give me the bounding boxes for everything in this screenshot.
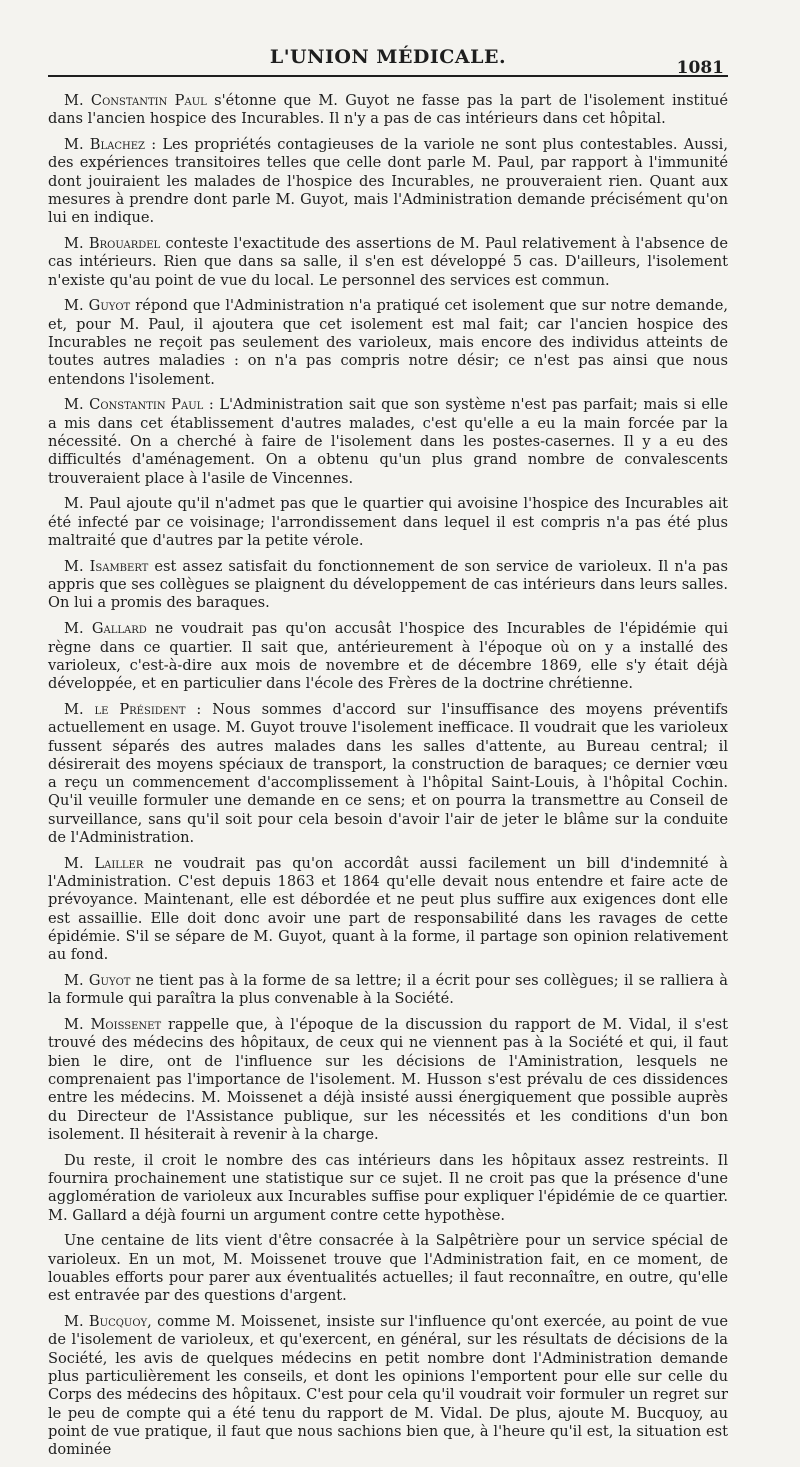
speaker-name: M. Constantin Paul: [64, 92, 207, 109]
paragraph-text: répond que l'Administration n'a pratiqué cet isolement que sur notre demande, et, pour M. Paul, il ajoutera que cet isolement est mal fait; car l'ancien hospice des Incurables ne reçoit pas seulement des varioleux, mais encore des individus atteints de toutes autres maladies : on n'a pas compris notre désir; ce n'est pas ainsi que nous entendons l'isolement.: [48, 297, 728, 388]
paragraph: [48, 1152, 728, 1225]
paragraph: [48, 1016, 728, 1144]
speaker-name: M. Gallard: [64, 620, 147, 638]
paragraph: [48, 701, 728, 847]
paragraph: [48, 396, 728, 487]
paragraph-text: : Les propriétés contagieuses de la variole ne sont plus contestables. Aussi, des expériences transitoires telles que celle dont parle M. Paul, par rapport à l'immunité dont jouiraient les malades de l'hospice des Incurables, ne prouveraient rien. Quant aux mesures à prendre dont parle M. Guyot, mais l'Administration demande précisément qu'on lui en indique.: [48, 136, 728, 227]
speaker-name: M. Lailler: [64, 854, 144, 872]
paragraph: [48, 92, 728, 129]
page-number: 1081: [676, 58, 724, 78]
paragraph: [48, 1313, 728, 1459]
paragraph: [48, 558, 728, 613]
paragraph-text: ne tient pas à la forme de sa lettre; il a écrit pour ses collègues; il se ralliera à la formule qui paraîtra la plus convenable à la Société.: [48, 972, 729, 1008]
speaker-name: M. Blachez: [64, 136, 145, 154]
speaker-name: M. Isambert: [64, 557, 149, 575]
speaker-name: M. Guyot: [64, 297, 131, 315]
speaker-name: M. le Président: [64, 700, 186, 718]
paragraph-text: : L'Administration sait que son système n'est pas parfait; mais si elle a mis dans cet établissement d'autres malades, c'est qu'elle a eu la main forcée par la nécessité. On a cherché à faire de l'isolement dans les postes-casernes. Il y a eu des difficultés d'aménagement. On a obtenu qu'un plus grand nombre de convalescents trouveraient place à l'asile de Vincennes.: [48, 396, 728, 487]
journal-page: [48, 40, 729, 1459]
paragraph: [48, 136, 728, 227]
journal-title: L'UNION MÉDICALE.: [269, 46, 507, 68]
paragraph-text: s'étonne que M. Guyot ne fasse pas la part de l'isolement institué dans l'ancien hospice des Incurables. Il n'y a pas de cas intérieurs dans cet hôpital.: [48, 92, 728, 128]
paragraph: [48, 972, 728, 1009]
paragraph-text: : Nous sommes d'accord sur l'insuffisance des moyens préventifs actuellement en usage. M. Guyot trouve l'isolement inefficace. Il voudrait que les varioleux fussent séparés des autres malades dans les salles d'attente, au Bureau central; il désirerait des moyens spéciaux de transport, la construction de baraques; ce dernier vœu a reçu un commencement d'accomplissement à l'hôpital Saint-Louis, à l'hôpital Cochin. Qu'il veuille formuler une demande en ce sens; et on pourra la transmettre au Conseil de surveillance, sans qu'il soit pour cela besoin d'avoir l'air de jeter le blâme sur la conduite de l'Administration.: [48, 700, 728, 846]
paragraph: [48, 1232, 728, 1305]
paragraph-text: ne voudrait pas qu'on accordât aussi facilement un bill d'indemnité à l'Administration. C'est depuis 1863 et 1864 qu'elle devait nous entendre et faire acte de prévoyance. Maintenant, elle est débordée et ne peut plus suffire aux exigences dont elle est assaillie. Elle doit donc avoir une part de responsabilité dans les ravages de cette épidémie. S'il se sépare de M. Guyot, quant à la forme, il partage son opinion relativement au fond.: [48, 854, 728, 964]
speaker-name: M. Brouardel: [64, 235, 161, 253]
speaker-name: M. Moissenet: [64, 1016, 162, 1034]
paragraph: [48, 235, 728, 290]
paragraph-text: ne voudrait pas qu'on accusât l'hospice des Incurables de l'épidémie qui règne dans ce quartier. Il sait que, antérieurement à l'époque où on y a installé des varioleux, c'est-à-dire aux mois de novembre et de décembre 1869, elle s'y était déjà développée, et en particulier dans l'école des Frères de la doctrine chrétienne.: [48, 620, 728, 693]
paragraph-text: , comme M. Moissenet, insiste sur l'influence qu'ont exercée, au point de vue de l'isolement de varioleux, et qu'exercent, en général, sur les résultats de décisions de la Société, les avis de quelques médecins en petit nombre dont l'Administration demande plus particulièrement les conseils, et dont les opinions l'emportent pour elle sur celle du Corps des médecins des hôpitaux. C'est pour cela qu'il voudrait voir formuler un regret sur le peu de compte qui a été tenu du rapport de M. Vidal. De plus, ajoute M. Bucquoy, au point de vue pratique, il faut que nous sachions bien que, à l'heure qu'il est, la situation est dominée: [48, 1313, 728, 1459]
paragraph-text: Du reste, il croit le nombre des cas intérieurs dans les hôpitaux assez restreints. Il fournira prochainement une statistique sur ce sujet. Il ne croit pas que la présence d'une agglomération de varioleux aux Incurables suffise pour expliquer l'épidémie de ce quartier. M. Gallard a déjà fourni un argument contre cette hypothèse.: [48, 1151, 728, 1224]
paragraph-text: rappelle que, à l'époque de la discussion du rapport de M. Vidal, il s'est trouvé des médecins des hôpitaux, de ceux qui ne viennent pas à la Société et qui, il faut bien le dire, ont de l'influence sur les décisions de l'Aministration, lesquels ne comprenaient pas l'importance de l'isolement. M. Husson s'est prévalu de ces dissidences entre les médecins. M. Moissenet a déjà insisté aussi énergiquement que possible auprès du Directeur de l'Assistance publique, sur les nécessités et les conditions d'un bon isolement. Il hésiterait à revenir à la charge.: [48, 1016, 728, 1143]
paragraph-text: conteste l'exactitude des assertions de M. Paul relativement à l'absence de cas intérieurs. Rien que dans sa salle, il s'en est développé 5 cas. D'ailleurs, l'isolement n'existe qu'au point de vue du local. Le personnel des services est commun.: [48, 235, 728, 289]
header-rule: [48, 75, 728, 77]
running-head: [48, 40, 728, 78]
paragraph-text: est assez satisfait du fonctionnement de son service de varioleux. Il n'a pas appris que ses collègues se plaignent du développement de cas intérieurs dans leurs salles. On lui a promis des baraques.: [48, 557, 728, 612]
paragraph-text: Une centaine de lits vient d'être consacrée à la Salpêtrière pour un service spécial de varioleux. En un mot, M. Moissenet trouve que l'Administration fait, en ce moment, de louables efforts pour parer aux éventualités actuelles; il faut reconnaître, en outre, qu'elle est entravée par des questions d'argent.: [48, 1232, 728, 1305]
speaker-name: M. Guyot: [64, 972, 131, 990]
paragraph: [48, 855, 728, 965]
paragraph: [48, 495, 728, 550]
paragraph: [48, 620, 728, 693]
body-text: [48, 92, 728, 1467]
speaker-name: M. Constantin Paul: [64, 396, 204, 414]
paragraph-text: M. Paul ajoute qu'il n'admet pas que le quartier qui avoisine l'hospice des Incurables ait été infecté par ce voisinage; l'arrondissement dans lequel il est compris n'a pas été plus maltraité que d'autres par la petite vérole.: [48, 495, 728, 550]
paragraph: [48, 297, 728, 388]
speaker-name: M. Bucquoy: [64, 1313, 148, 1331]
